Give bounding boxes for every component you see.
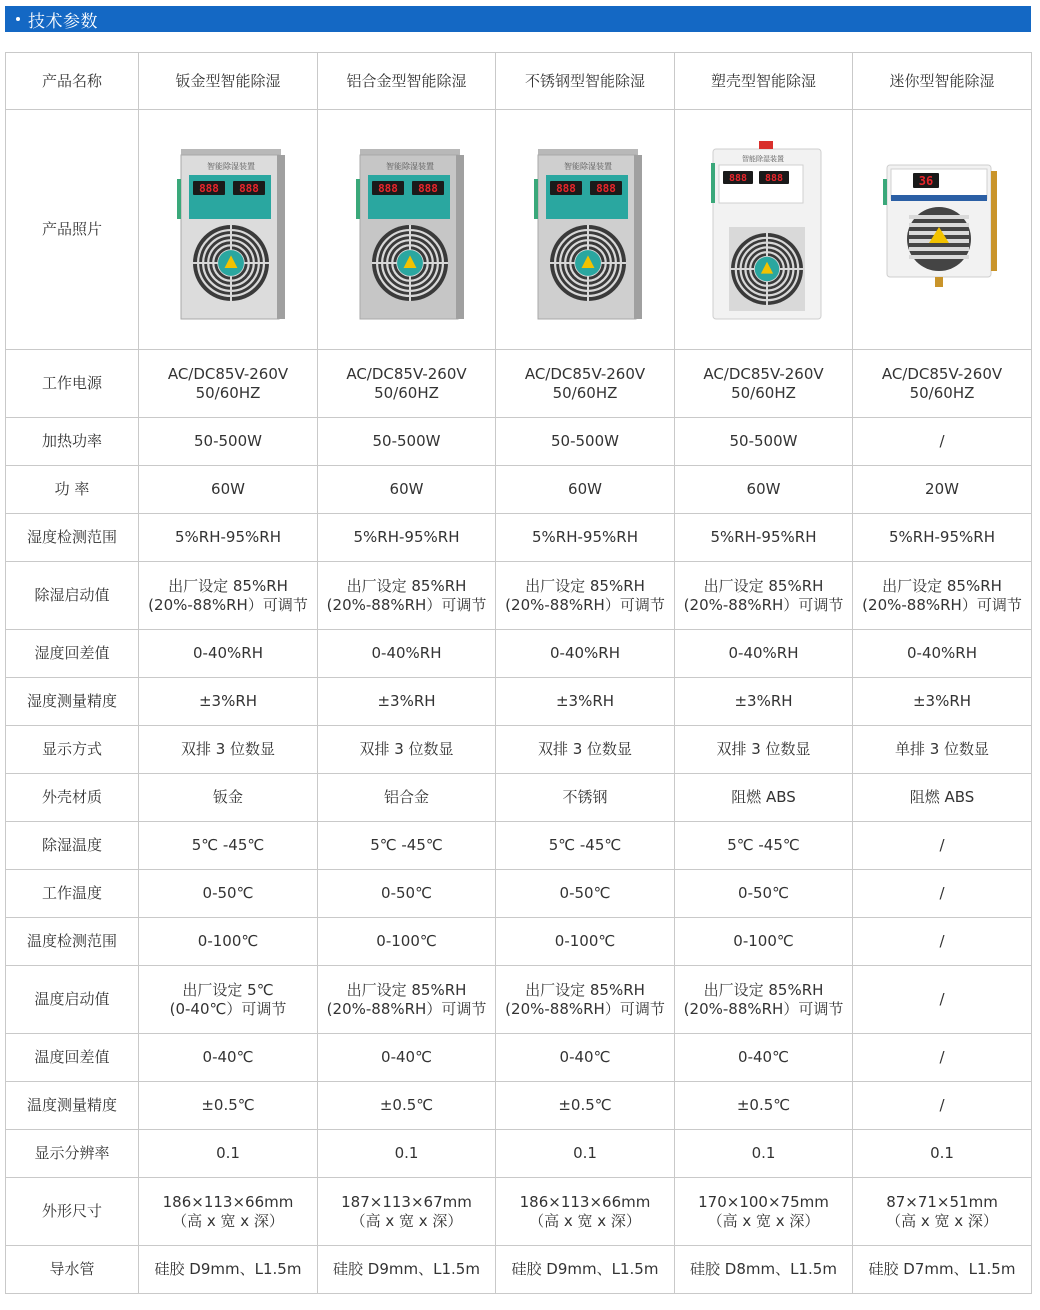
spec-value-cell <box>853 1082 1032 1130</box>
spec-value-line: (20%-88%RH）可调节 <box>505 999 665 1018</box>
spec-value-cell <box>318 630 496 678</box>
spec-value-cell <box>675 1082 853 1130</box>
spec-value-line: / <box>939 432 945 450</box>
spec-value-cell <box>496 678 675 726</box>
spec-row <box>6 514 1032 562</box>
spec-value-line: ±3%RH <box>555 692 615 710</box>
product-photo-cell <box>675 110 853 350</box>
spec-row <box>6 630 1032 678</box>
led-display <box>550 181 582 195</box>
spec-row <box>6 918 1032 966</box>
spec-value-cell <box>318 1082 496 1130</box>
spec-value-cell <box>496 1246 675 1294</box>
spec-value-line: / <box>939 1096 945 1114</box>
spec-value-cell <box>675 418 853 466</box>
product-photo-cell <box>318 110 496 350</box>
led-digits: 36 <box>918 173 934 188</box>
spec-table <box>5 52 1032 1294</box>
spec-value-cell <box>675 918 853 966</box>
row-label: 湿度检测范围 <box>6 514 139 562</box>
spec-value-line: 0-50℃ <box>559 884 611 902</box>
spec-value-cell <box>853 774 1032 822</box>
spec-value-line: 钣金 <box>212 788 243 806</box>
spec-value-cell <box>496 1178 675 1246</box>
spec-value-cell <box>318 1246 496 1294</box>
spec-value-cell <box>139 822 318 870</box>
spec-value-cell <box>853 918 1032 966</box>
spec-value-line: 0-50℃ <box>202 884 254 902</box>
spec-value-line: ±0.5℃ <box>379 1096 434 1114</box>
spec-value-line: (20%-88%RH）可调节 <box>326 999 487 1018</box>
spec-value-line: / <box>939 836 945 854</box>
spec-row <box>6 350 1032 418</box>
spec-value-line: 50/60HZ <box>552 383 618 402</box>
spec-value-cell <box>318 870 496 918</box>
section-header <box>5 6 1031 32</box>
spec-value-cell <box>139 774 318 822</box>
spec-value-cell <box>496 774 675 822</box>
spec-value-cell <box>496 514 675 562</box>
led-display <box>412 181 444 195</box>
row-label: 温度启动值 <box>6 966 139 1034</box>
spec-value-line: 5%RH-95%RH <box>889 528 995 546</box>
spec-value-cell <box>853 466 1032 514</box>
row-label: 显示分辨率 <box>6 1130 139 1178</box>
spec-value-line: 出厂设定 85%RH <box>703 576 824 595</box>
spec-value-line: 0-40℃ <box>559 1048 611 1066</box>
spec-value-line: （高 x 宽 x 深） <box>886 1211 998 1230</box>
led-digits: 888 <box>239 181 259 195</box>
spec-value-line: (20%-88%RH）可调节 <box>683 999 844 1018</box>
spec-value-line: 50-500W <box>729 432 798 450</box>
spec-row <box>6 418 1032 466</box>
spec-value-cell <box>318 466 496 514</box>
section-title: 技术参数 <box>28 11 98 32</box>
spec-value-cell <box>318 726 496 774</box>
spec-value-cell <box>853 350 1032 418</box>
spec-value-line: 0-100℃ <box>554 932 616 950</box>
spec-value-line: 硅胶 D7mm、L1.5m <box>868 1260 1016 1278</box>
row-label: 外形尺寸 <box>6 1178 139 1246</box>
spec-value-cell <box>139 514 318 562</box>
spec-value-line: 5℃ -45℃ <box>727 836 800 854</box>
led-display <box>233 181 265 195</box>
spec-value-cell <box>496 726 675 774</box>
spec-value-cell <box>139 726 318 774</box>
spec-row <box>6 1034 1032 1082</box>
spec-value-line: AC/DC85V-260V <box>881 364 1003 383</box>
spec-value-line: / <box>939 932 945 950</box>
spec-value-cell <box>675 466 853 514</box>
panel-title: 智能除湿装置 <box>741 154 784 163</box>
spec-value-cell <box>496 418 675 466</box>
spec-value-cell <box>318 918 496 966</box>
spec-value-line: ±3%RH <box>377 692 436 710</box>
spec-value-cell <box>139 1246 318 1294</box>
row-label: 除湿温度 <box>6 822 139 870</box>
row-label: 工作温度 <box>6 870 139 918</box>
spec-value-cell <box>496 918 675 966</box>
spec-value-cell <box>675 678 853 726</box>
spec-value-line: 0.1 <box>573 1144 597 1162</box>
led-digits: 888 <box>417 181 438 195</box>
spec-value-cell <box>675 1246 853 1294</box>
row-label: 显示方式 <box>6 726 139 774</box>
spec-value-cell <box>675 774 853 822</box>
panel-title: 智能除湿装置 <box>207 161 255 171</box>
led-display <box>372 181 404 195</box>
spec-row <box>6 822 1032 870</box>
spec-value-cell <box>496 350 675 418</box>
spec-value-line: 0.1 <box>930 1144 954 1162</box>
spec-row <box>6 726 1032 774</box>
spec-value-line: 双排 3 位数显 <box>359 740 454 758</box>
spec-value-cell <box>139 630 318 678</box>
photo-row <box>6 110 1032 350</box>
row-label: 湿度测量精度 <box>6 678 139 726</box>
spec-value-cell <box>139 350 318 418</box>
spec-value-line: 186×113×66mm <box>519 1192 651 1211</box>
spec-value-line: (20%-88%RH）可调节 <box>862 595 1022 614</box>
row-label: 加热功率 <box>6 418 139 466</box>
spec-value-cell <box>139 1082 318 1130</box>
row-label: 导水管 <box>6 1246 139 1294</box>
spec-value-cell <box>318 350 496 418</box>
spec-value-line: （高 x 宽 x 深） <box>350 1211 463 1230</box>
spec-value-line: ±3%RH <box>734 692 793 710</box>
spec-value-line: 单排 3 位数显 <box>894 740 990 758</box>
spec-value-line: 硅胶 D9mm、L1.5m <box>154 1260 302 1278</box>
spec-value-cell <box>853 562 1032 630</box>
column-header-product: 不锈钢型智能除湿 <box>496 53 675 110</box>
spec-value-line: 出厂设定 85%RH <box>703 980 824 999</box>
spec-value-line: 0-40%RH <box>907 644 977 662</box>
spec-value-line: 5℃ -45℃ <box>548 836 622 854</box>
spec-value-cell <box>853 630 1032 678</box>
spec-value-line: ±3%RH <box>912 692 972 710</box>
fan-grille-icon <box>372 225 448 301</box>
product-illustration <box>699 135 829 325</box>
spec-value-line: 50-500W <box>194 432 262 450</box>
spec-value-cell <box>318 774 496 822</box>
spec-value-cell <box>853 822 1032 870</box>
spec-value-line: 双排 3 位数显 <box>537 740 633 758</box>
spec-value-line: 0-40%RH <box>371 644 442 662</box>
spec-value-line: 187×113×67mm <box>341 1192 472 1211</box>
spec-value-line: 0-100℃ <box>197 932 259 950</box>
spec-value-line: (20%-88%RH）可调节 <box>505 595 665 614</box>
spec-value-cell <box>853 1034 1032 1082</box>
spec-value-cell <box>139 1178 318 1246</box>
spec-value-line: 5%RH-95%RH <box>353 528 460 546</box>
spec-value-line: 出厂设定 85%RH <box>525 980 645 999</box>
spec-value-cell <box>853 678 1032 726</box>
row-label: 外壳材质 <box>6 774 139 822</box>
spec-value-line: 0.1 <box>751 1144 776 1162</box>
panel-title: 智能除湿装置 <box>564 161 612 171</box>
spec-value-line: / <box>939 990 945 1008</box>
row-label: 温度检测范围 <box>6 918 139 966</box>
led-digits: 888 <box>764 172 783 184</box>
spec-value-line: AC/DC85V-260V <box>167 364 289 383</box>
spec-value-line: AC/DC85V-260V <box>524 364 646 383</box>
row-label: 温度测量精度 <box>6 1082 139 1130</box>
spec-value-line: 双排 3 位数显 <box>180 740 276 758</box>
spec-value-line: 0-40%RH <box>193 644 263 662</box>
spec-row <box>6 774 1032 822</box>
spec-value-line: ±0.5℃ <box>201 1096 255 1114</box>
spec-value-line: AC/DC85V-260V <box>346 364 467 383</box>
spec-value-line: AC/DC85V-260V <box>703 364 824 383</box>
spec-value-line: 不锈钢 <box>562 788 608 806</box>
spec-row <box>6 678 1032 726</box>
spec-value-line: 0.1 <box>216 1144 240 1162</box>
spec-value-cell <box>318 514 496 562</box>
spec-value-line: 5%RH-95%RH <box>175 528 281 546</box>
product-photo-cell <box>496 110 675 350</box>
spec-value-cell <box>318 966 496 1034</box>
spec-value-line: 50/60HZ <box>195 383 261 402</box>
spec-value-line: 0-40℃ <box>202 1048 254 1066</box>
spec-value-line: 60W <box>211 480 245 498</box>
led-display <box>913 173 939 188</box>
spec-value-line: (20%-88%RH）可调节 <box>326 595 487 614</box>
spec-value-line: 5℃ -45℃ <box>191 836 265 854</box>
spec-value-line: 0-50℃ <box>381 884 432 902</box>
product-illustration <box>520 135 650 325</box>
spec-value-line: 硅胶 D9mm、L1.5m <box>333 1260 480 1278</box>
row-label: 产品照片 <box>6 110 139 350</box>
spec-row <box>6 1246 1032 1294</box>
spec-value-cell <box>675 1130 853 1178</box>
column-header-product: 塑壳型智能除湿 <box>675 53 853 110</box>
spec-value-line: 硅胶 D9mm、L1.5m <box>511 1260 659 1278</box>
spec-value-cell <box>675 870 853 918</box>
spec-row <box>6 1178 1032 1246</box>
led-digits: 888 <box>728 172 747 184</box>
spec-value-line: / <box>939 884 945 902</box>
led-digits: 888 <box>556 181 576 195</box>
spec-value-line: 出厂设定 85%RH <box>168 576 288 595</box>
spec-value-cell <box>496 630 675 678</box>
spec-value-line: 60W <box>746 480 781 498</box>
spec-value-cell <box>675 1034 853 1082</box>
product-illustration <box>163 135 293 325</box>
led-digits: 888 <box>596 181 616 195</box>
spec-value-cell <box>139 1130 318 1178</box>
led-display <box>193 181 225 195</box>
table-header-row <box>6 53 1032 110</box>
row-label: 工作电源 <box>6 350 139 418</box>
spec-value-cell <box>853 1178 1032 1246</box>
spec-value-cell <box>853 418 1032 466</box>
spec-value-cell <box>139 1034 318 1082</box>
spec-value-line: 出厂设定 85%RH <box>882 576 1002 595</box>
column-header-product: 钣金型智能除湿 <box>139 53 318 110</box>
spec-value-line: (0-40℃）可调节 <box>169 999 287 1018</box>
product-photo-cell <box>139 110 318 350</box>
spec-value-line: 5℃ -45℃ <box>370 836 443 854</box>
spec-value-cell <box>675 726 853 774</box>
spec-value-line: / <box>939 1048 945 1066</box>
spec-value-cell <box>853 514 1032 562</box>
spec-value-line: 0-100℃ <box>376 932 437 950</box>
spec-value-cell <box>675 822 853 870</box>
spec-value-cell <box>675 1178 853 1246</box>
column-header-product: 铝合金型智能除湿 <box>318 53 496 110</box>
spec-value-cell <box>139 562 318 630</box>
spec-value-line: 5%RH-95%RH <box>532 528 638 546</box>
spec-value-cell <box>318 1034 496 1082</box>
spec-value-line: 出厂设定 85%RH <box>346 576 467 595</box>
spec-value-cell <box>853 966 1032 1034</box>
fan-grille-icon <box>193 225 269 301</box>
spec-value-line: 0-40%RH <box>550 644 620 662</box>
spec-value-line: 170×100×75mm <box>698 1192 829 1211</box>
spec-row <box>6 966 1032 1034</box>
spec-value-cell <box>496 1082 675 1130</box>
spec-value-cell <box>853 726 1032 774</box>
spec-value-cell <box>496 966 675 1034</box>
spec-value-cell <box>496 870 675 918</box>
spec-value-line: 50/60HZ <box>374 383 439 402</box>
spec-value-line: 186×113×66mm <box>162 1192 294 1211</box>
led-display <box>590 181 622 195</box>
led-digits: 888 <box>199 181 219 195</box>
column-header-label: 产品名称 <box>6 53 139 110</box>
spec-value-cell <box>675 514 853 562</box>
fan-grille-icon <box>550 225 626 301</box>
spec-value-cell <box>318 418 496 466</box>
spec-value-line: (20%-88%RH）可调节 <box>148 595 308 614</box>
spec-value-cell <box>318 678 496 726</box>
spec-value-cell <box>496 822 675 870</box>
spec-value-cell <box>853 1130 1032 1178</box>
spec-value-cell <box>496 1130 675 1178</box>
spec-value-line: 87×71×51mm <box>886 1192 998 1211</box>
led-display <box>759 171 789 184</box>
spec-value-cell <box>675 966 853 1034</box>
product-illustration <box>342 135 472 325</box>
spec-value-cell <box>675 350 853 418</box>
fan-grille-icon <box>731 233 803 305</box>
spec-row <box>6 562 1032 630</box>
spec-value-cell <box>139 678 318 726</box>
spec-value-line: 0-40℃ <box>381 1048 432 1066</box>
led-digits: 888 <box>377 181 398 195</box>
spec-value-line: 双排 3 位数显 <box>716 740 811 758</box>
spec-value-line: 20W <box>925 480 959 498</box>
product-photo-cell <box>853 110 1032 350</box>
spec-value-line: 0-40℃ <box>738 1048 789 1066</box>
spec-value-line: 硅胶 D8mm、L1.5m <box>690 1260 837 1278</box>
spec-value-line: 60W <box>568 480 602 498</box>
spec-value-line: 50-500W <box>372 432 441 450</box>
spec-row <box>6 1130 1032 1178</box>
spec-value-cell <box>853 870 1032 918</box>
spec-value-cell <box>496 562 675 630</box>
panel-title: 智能除湿装置 <box>385 161 434 171</box>
spec-value-cell <box>318 1130 496 1178</box>
spec-value-line: 50-500W <box>551 432 619 450</box>
spec-row <box>6 1082 1032 1130</box>
spec-value-cell <box>496 1034 675 1082</box>
spec-value-line: 出厂设定 85%RH <box>346 980 467 999</box>
spec-row <box>6 870 1032 918</box>
spec-value-cell <box>318 1178 496 1246</box>
spec-value-line: 50/60HZ <box>909 383 975 402</box>
spec-value-line: ±3%RH <box>198 692 258 710</box>
spec-value-cell <box>139 918 318 966</box>
spec-value-line: 铝合金 <box>383 788 429 806</box>
spec-value-line: 0-40%RH <box>728 644 799 662</box>
row-label: 功 率 <box>6 466 139 514</box>
spec-value-line: （高 x 宽 x 深） <box>172 1211 284 1230</box>
spec-value-line: 5%RH-95%RH <box>710 528 817 546</box>
spec-value-cell <box>139 418 318 466</box>
spec-value-line: （高 x 宽 x 深） <box>707 1211 820 1230</box>
spec-value-cell <box>318 562 496 630</box>
spec-value-cell <box>675 630 853 678</box>
spec-value-line: 0-100℃ <box>733 932 794 950</box>
spec-value-line: 出厂设定 5℃ <box>182 980 274 999</box>
vent-grille-icon <box>907 207 971 271</box>
spec-value-line: 60W <box>389 480 424 498</box>
spec-value-line: ±0.5℃ <box>736 1096 791 1114</box>
spec-value-line: 0-50℃ <box>738 884 789 902</box>
spec-value-line: 出厂设定 85%RH <box>525 576 645 595</box>
spec-value-line: 阻燃 ABS <box>731 788 796 806</box>
product-illustration <box>877 135 1007 325</box>
spec-value-line: 0.1 <box>394 1144 419 1162</box>
spec-value-cell <box>318 822 496 870</box>
row-label: 湿度回差值 <box>6 630 139 678</box>
spec-value-cell <box>139 870 318 918</box>
spec-value-line: 50/60HZ <box>731 383 796 402</box>
spec-value-cell <box>496 466 675 514</box>
row-label: 除湿启动值 <box>6 562 139 630</box>
row-label: 温度回差值 <box>6 1034 139 1082</box>
spec-row <box>6 466 1032 514</box>
column-header-product: 迷你型智能除湿 <box>853 53 1032 110</box>
spec-value-line: （高 x 宽 x 深） <box>529 1211 641 1230</box>
bullet-icon <box>16 17 20 21</box>
led-display <box>723 171 753 184</box>
spec-value-line: 阻燃 ABS <box>909 788 975 806</box>
spec-value-cell <box>853 1246 1032 1294</box>
spec-value-cell <box>139 966 318 1034</box>
spec-value-cell <box>675 562 853 630</box>
spec-value-line: ±0.5℃ <box>558 1096 612 1114</box>
spec-value-cell <box>139 466 318 514</box>
spec-value-line: (20%-88%RH）可调节 <box>683 595 844 614</box>
